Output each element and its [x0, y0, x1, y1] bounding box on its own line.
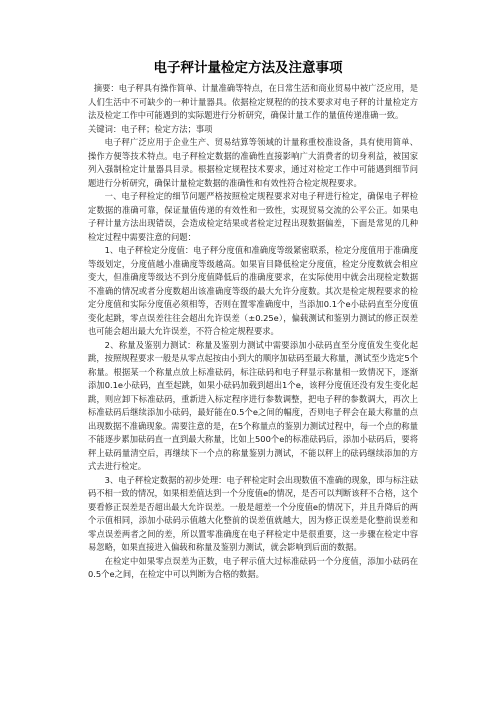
document-title: 电子秤计量检定方法及注意事项: [153, 60, 343, 76]
document-body: [88, 82, 418, 582]
body-paragraph: 在检定中如果零点误差为正数，电子秤示值大过标准砝码一个分度值，添加小砝码在0.5个e之间，在检定中可以判断为合格的数据。: [88, 555, 418, 579]
keywords-line: 关键词：电子秤；检定方法；事项: [88, 123, 213, 134]
body-paragraph: 1、电子秤检定分度值：电子秤分度值和准确度等级紧密联系，检定分度值用于准确度等级划定，分度值越小准确度等级越高。如果盲目降低检定分度值，检定分度数就会相应变大，但准确度等级达不到分度值降低后的准确度要求，在实际使用中就会出现检定数据不准确的情况或者分度数超出该准确度等级的最大允许分度数。其次是检定规程要求的检定分度值和实际分度值必须相等，否则在置零准确度中，当添加0.1个e小砝码直至分度值变化起跳，零点误差往往会超出允许误差（±0.25e），偏载测试和鉴别力测试的修正误差也可能会超出最大允许误差，不符合检定规程要求。: [88, 245, 418, 336]
body-paragraph: 2、称量及鉴别力测试：称量及鉴别力测试中需要添加小砝码直至分度值发生变化起跳，按照规程要求一般是从零点起按由小到大的顺序加砝码至最大称量，测试至少选定5个称量。根据某一个称量点放上标准砝码，标注砝码和电子秤显示称量相一致情况下，逐渐添加0.1e小砝码，直至起跳，如果小砝码加载到超出1个e，该秤分度值还没有发生变化起跳，则应卸下标准砝码，重新进入标定程序进行参数调整，把电子秤的参数调大，再次上标准砝码后继续添加小砝码，最好能在0.5个e之间的幅度，否则电子秤会在最大称量的点出现数据不准确现象。需要注意的是，在5个称量点的鉴别力测试过程中，每一个点的称量不能逐步累加砝码直一直到最大称量，比如上500个e的标准砝码后，添加小砝码后，要将秤上砝码量清空后，再继续下一个点的称量鉴别力测试，不能以秤上的砝码继续添加的方式去进行检定。: [88, 339, 418, 471]
body-paragraph: 一、电子秤检定的细节问题严格按照检定规程要求对电子秤进行检定，确保电子秤检定数据的准确可靠，保证量值传递的有效性和一致性，实现贸易交流的公平公正。如果电子秤计量方法出现错误，会造成检定结果或者检定过程出现数据偏差，下面是常见的几种检定过程中需要注意的问题：: [88, 191, 418, 242]
abstract-paragraph: 摘要：电子秤具有操作简单、计量准确等特点，在日常生活和商业贸易中被广泛应用，是人们生活中不可缺少的一种计量器具。依据检定规程的的技术要求对电子秤的计量检定方法及检定工作中可能遇到的实际题进行分析研究，确保计量工作的量值传递准确一致。: [88, 83, 418, 120]
body-paragraph: 3、电子秤检定数据的初步处理：电子秤检定时会出现数值不准确的现象，即与标注砝码不相一致的情况，如果相差值达到一个分度值e的情况，是否可以判断该秤不合格，这个要看修正误差是否超出最大允许误差。一般是超差一个分度值e的情况下，并且升降后的两个示值相同，添加小砝码示值越大化整前的误差值就越大，因为修正误差是化整前误差和零点误差两者之间的差，所以置零准确度在电子秤检定中是很重要，这一步骤在检定中容易忽略，如果直接进入偏载和称量及鉴别力测试，就会影响到后面的数据。: [88, 474, 418, 552]
body-paragraph: 电子秤广泛应用于企业生产、贸易结算等领域的计量称重校准设备，具有使用简单、操作方便等技术特点。电子秤检定数据的准确性直接影响广大消费者的切身利益，被国家列入强制检定计量器具目录。根据检定规程技术要求，通过对检定工作中可能遇到细节问题进行分析研究，确保计量检定数据的准确性和有效性符合检定规程要求。: [88, 137, 418, 188]
